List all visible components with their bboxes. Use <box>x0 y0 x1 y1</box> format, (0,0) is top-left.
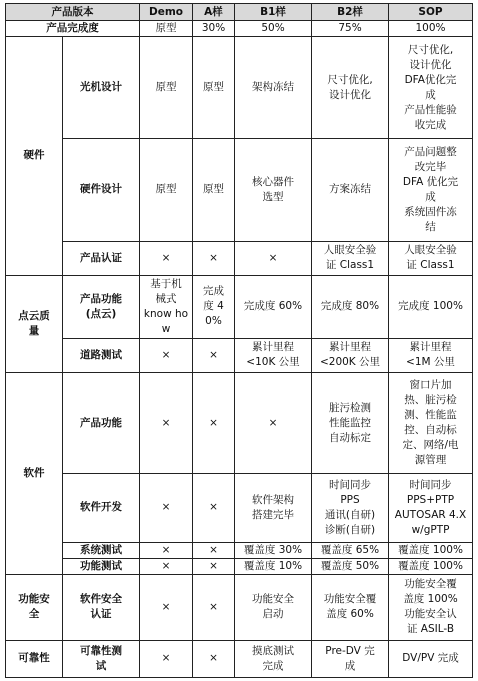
cell: 功能安全覆 盖度 60% <box>312 574 389 640</box>
cell: 功能安全 启动 <box>235 574 312 640</box>
row-label: 产品完成度 <box>6 21 140 37</box>
product-roadmap-table <box>5 3 473 678</box>
cell: × <box>193 558 235 574</box>
cell: 完成度 80% <box>312 275 389 338</box>
cell: 完成度 60% <box>235 275 312 338</box>
header-demo: Demo <box>140 4 193 21</box>
cell: × <box>140 640 193 677</box>
row-label: 产品认证 <box>63 241 140 275</box>
row-label: 硬件设计 <box>63 139 140 241</box>
cell: × <box>140 373 193 474</box>
cell: 尺寸优化, 设计优化 <box>312 37 389 139</box>
cell: 时间同步 PPS+PTP AUTOSAR 4.X w/gPTP <box>389 474 473 542</box>
cell: × <box>193 373 235 474</box>
cell: 100% <box>389 21 473 37</box>
cell: 原型 <box>140 21 193 37</box>
cell: × <box>140 542 193 558</box>
cell: 50% <box>235 21 312 37</box>
cell: × <box>193 474 235 542</box>
cell: 核心器件 选型 <box>235 139 312 241</box>
header-version: 产品版本 <box>6 4 140 21</box>
cell: 原型 <box>140 139 193 241</box>
row-label: 系统测试 <box>63 542 140 558</box>
cell: × <box>193 241 235 275</box>
cell: × <box>235 373 312 474</box>
header-b2: B2样 <box>312 4 389 21</box>
cell: Pre-DV 完 成 <box>312 640 389 677</box>
cell: 覆盖度 50% <box>312 558 389 574</box>
cell: 覆盖度 10% <box>235 558 312 574</box>
row-label: 光机设计 <box>63 37 140 139</box>
cell: 覆盖度 30% <box>235 542 312 558</box>
cell: 摸底测试 完成 <box>235 640 312 677</box>
table-row <box>6 139 473 241</box>
cell: × <box>235 241 312 275</box>
table-row <box>6 574 473 640</box>
table-row <box>6 37 473 139</box>
cell: DV/PV 完成 <box>389 640 473 677</box>
row-label: 软件安全 认证 <box>63 574 140 640</box>
row-label: 道路测试 <box>63 338 140 372</box>
cell: × <box>140 241 193 275</box>
row-label: 可靠性测 试 <box>63 640 140 677</box>
row-label: 软件开发 <box>63 474 140 542</box>
cell: × <box>193 542 235 558</box>
cell: × <box>140 574 193 640</box>
cell: 窗口片加 热、脏污检 测、性能监 控、自动标 定、网络/电 源管理 <box>389 373 473 474</box>
cell: 75% <box>312 21 389 37</box>
cell: 覆盖度 100% <box>389 558 473 574</box>
group-label: 可靠性 <box>6 640 63 677</box>
cell: × <box>193 574 235 640</box>
cell: 原型 <box>193 37 235 139</box>
header-b1: B1样 <box>235 4 312 21</box>
cell: 人眼安全验 证 Class1 <box>389 241 473 275</box>
table-row <box>6 474 473 542</box>
cell: × <box>193 338 235 372</box>
row-label: 功能测试 <box>63 558 140 574</box>
cell: 人眼安全验 证 Class1 <box>312 241 389 275</box>
table-row <box>6 241 473 275</box>
group-label: 硬件 <box>6 37 63 276</box>
group-label: 功能安 全 <box>6 574 63 640</box>
cell: 产品问题整 改完毕 DFA 优化完 成 系统固件冻 结 <box>389 139 473 241</box>
cell: × <box>140 474 193 542</box>
cell: 累计里程 <1M 公里 <box>389 338 473 372</box>
cell: × <box>140 558 193 574</box>
table-row <box>6 338 473 372</box>
cell: 累计里程 <200K 公里 <box>312 338 389 372</box>
group-label: 软件 <box>6 373 63 575</box>
cell: 覆盖度 65% <box>312 542 389 558</box>
row-label: 产品功能 (点云) <box>63 275 140 338</box>
cell: 时间同步 PPS 通讯(自研) 诊断(自研) <box>312 474 389 542</box>
table-row <box>6 640 473 677</box>
cell: 原型 <box>193 139 235 241</box>
cell: 功能安全覆 盖度 100% 功能安全认 证 ASIL-B <box>389 574 473 640</box>
cell: 30% <box>193 21 235 37</box>
header-a: A样 <box>193 4 235 21</box>
cell: 脏污检测 性能监控 自动标定 <box>312 373 389 474</box>
table-row <box>6 373 473 474</box>
cell: 软件架构 搭建完毕 <box>235 474 312 542</box>
table-row <box>6 542 473 558</box>
table-row <box>6 558 473 574</box>
cell: 完成 度 40% <box>193 275 235 338</box>
group-label: 点云质 量 <box>6 275 63 372</box>
cell: 尺寸优化, 设计优化 DFA优化完 成 产品性能验 收完成 <box>389 37 473 139</box>
cell: × <box>193 640 235 677</box>
cell: 原型 <box>140 37 193 139</box>
cell: 累计里程 <10K 公里 <box>235 338 312 372</box>
cell: × <box>140 338 193 372</box>
cell: 架构冻结 <box>235 37 312 139</box>
header-sop: SOP <box>389 4 473 21</box>
table-row <box>6 275 473 338</box>
cell: 基于机 械式 know how <box>140 275 193 338</box>
row-label: 产品功能 <box>63 373 140 474</box>
cell: 方案冻结 <box>312 139 389 241</box>
table-row <box>6 21 473 37</box>
cell: 完成度 100% <box>389 275 473 338</box>
cell: 覆盖度 100% <box>389 542 473 558</box>
